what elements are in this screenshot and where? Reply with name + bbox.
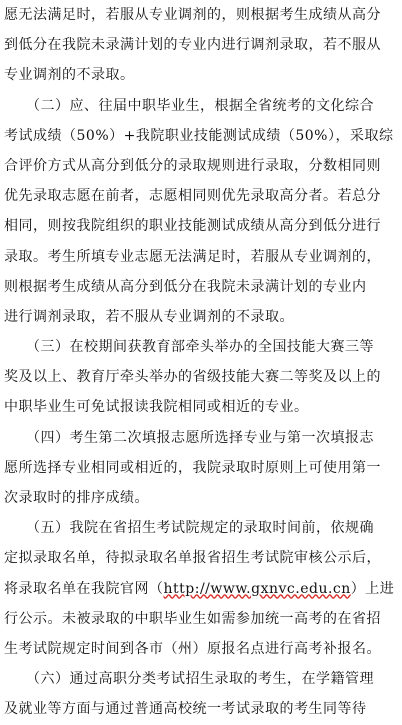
website-url-link[interactable]: http://www.gxnvc.edu.cn <box>163 580 351 597</box>
text-line-20-after: ）上进 <box>350 580 394 597</box>
text-line-18: （五）我院在省招生考试院规定的录取时间前，依规确 <box>4 520 374 537</box>
text-line-19: 定拟录取名单，待拟录取名单报省招生考试院审核公示后， <box>4 550 381 567</box>
text-line-17: 次录取时的排序成绩。 <box>4 490 149 506</box>
text-line-20 <box>4 574 394 604</box>
text-line-2: 到低分在我院未录满计划的专业内进行调剂录取，若不服从 <box>4 37 381 54</box>
text-line-9: 录取。考生所填专业志愿无法满足时，若服从专业调剂的， <box>4 248 381 265</box>
text-line-13: 奖及以上、教育厅牵头举办的省级技能大赛二等奖及以上的 <box>4 369 381 386</box>
text-line-12: （三）在校期间获教育部牵头举办的全国技能大赛三等 <box>4 339 374 356</box>
text-line-23: （六）通过高职分类考试招生录取的考生，在学籍管理 <box>4 671 374 688</box>
text-line-4: （二）应、往届中职毕业生，根据全省统考的文化综合 <box>4 97 374 114</box>
text-line-15: （四）考生第二次填报志愿所选择专业与第一次填报志 <box>4 429 374 446</box>
text-line-11: 进行调剂录取，若不服从专业调剂的不录取。 <box>4 308 294 325</box>
text-line-1: 愿无法满足时，若服从专业调剂的，则根据考生成绩从高分 <box>4 7 381 23</box>
text-line-24: 及就业等方面与通过普通高校统一考试录取的考生同等待 <box>4 701 367 718</box>
text-line-14: 中职毕业生可免试报读我院相同或相近的专业。 <box>4 399 309 416</box>
text-line-5: 考试成绩（50%）+我院职业技能测试成绩（50%），采取综 <box>4 127 394 144</box>
text-line-21: 行公示。未被录取的中职毕业生如需参加统一高考的在省招 <box>4 610 381 627</box>
text-line-16: 愿所选择专业相同或相近的，我院录取时原则上可使用第一 <box>4 459 381 476</box>
text-line-3: 专业调剂的不录取。 <box>4 67 135 84</box>
text-line-7: 优先录取志愿在前者，志愿相同则优先录取高分者。若总分 <box>4 188 381 205</box>
text-line-10: 则根据考生成绩从高分到低分在我院未录满计划的专业内 <box>4 278 367 295</box>
text-line-20-before: 将录取名单在我院官网（ <box>4 580 164 597</box>
text-line-22: 生考试院规定时间到各市（州）原报名点进行高考补报名。 <box>4 640 381 657</box>
text-line-8: 相同，则按我院组织的职业技能测试成绩从高分到低分进行 <box>4 218 381 235</box>
text-line-6: 合评价方式从高分到低分的录取规则进行录取，分数相同则 <box>4 157 381 174</box>
